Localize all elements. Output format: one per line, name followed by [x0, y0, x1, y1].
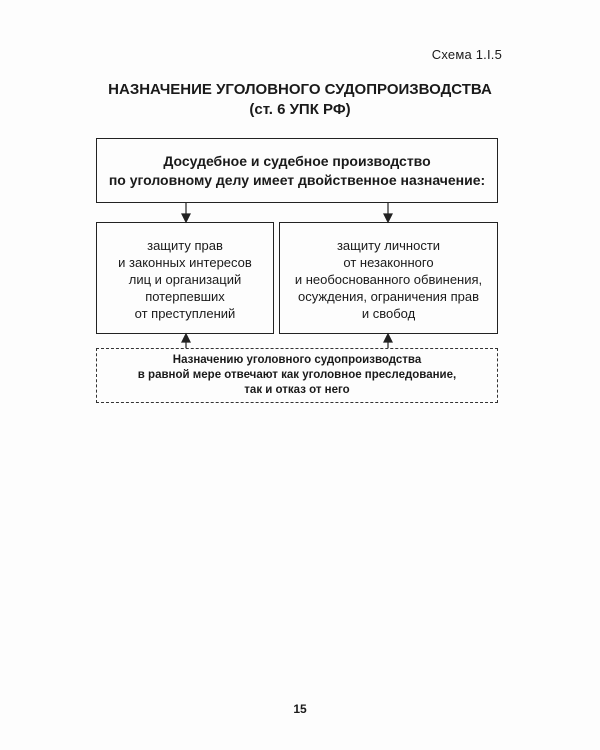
arrow-up-right-head — [384, 334, 392, 342]
victim-protection-box — [96, 222, 274, 334]
diagram-title: НАЗНАЧЕНИЕ УГОЛОВНОГО СУДОПРОИЗВОДСТВА — [108, 81, 492, 98]
left-box-line: защиту прав — [147, 237, 223, 253]
bottom-box-line: так и отказ от него — [244, 384, 350, 396]
arrow-up-left-head — [182, 334, 190, 342]
left-box-line: лиц и организаций — [128, 271, 242, 287]
bottom-box-line: в равной мере отвечают как уголовное преследование, — [137, 369, 457, 381]
left-box-line: от преступлений — [134, 305, 236, 321]
prosecution-note-box — [96, 348, 498, 403]
arrow-down-left-head — [182, 214, 190, 222]
right-box-line: осуждения, ограничения прав — [298, 288, 479, 304]
right-box-line: и свобод — [361, 305, 416, 321]
purpose-main-box — [96, 138, 498, 203]
right-box-line: защиту личности — [336, 237, 441, 253]
page-number: 15 — [293, 702, 307, 716]
main-box-line: по уголовному делу имеет двойственное назначение: — [108, 171, 486, 188]
right-box-line: от незаконного — [343, 254, 434, 270]
left-box-line: потерпевших — [145, 288, 225, 304]
main-box-line: Досудебное и судебное производство — [163, 152, 431, 169]
diagram-subtitle: (ст. 6 УПК РФ) — [249, 101, 351, 118]
bottom-box-line: Назначению уголовного судопроизводства — [172, 354, 422, 366]
arrow-down-right-head — [384, 214, 392, 222]
left-box-line: и законных интересов — [118, 254, 252, 270]
person-protection-box — [279, 222, 498, 334]
right-box-line: и необоснованного обвинения, — [294, 271, 483, 287]
scheme-label: Схема 1.I.5 — [431, 47, 502, 62]
